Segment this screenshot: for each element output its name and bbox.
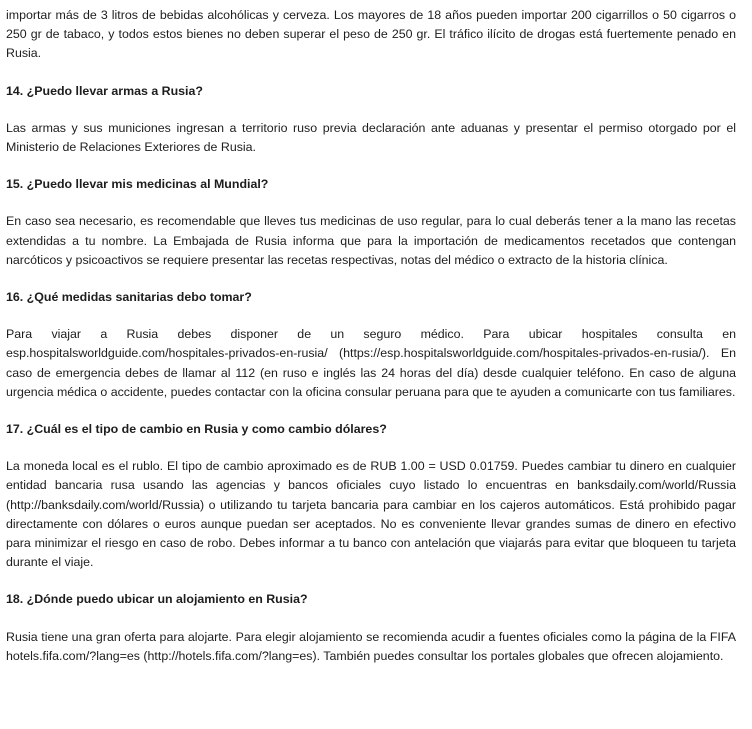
question-17-heading: 17. ¿Cuál es el tipo de cambio en Rusia y como cambio dólares? [6,422,387,437]
intro-paragraph: importar más de 3 litros de bebidas alcohólicas y cerveza. Los mayores de 18 años pueden importar 200 cigarrillos o 50 cigarros o 250 gr de tabaco, y todos estos bienes no deben superar el peso de 250 gr. El tráfico ilícito de drogas está fuertemente penado en Rusia. [6,8,736,61]
question-18-heading: 18. ¿Dónde puedo ubicar un alojamiento en Rusia? [6,592,308,607]
answer-16-paragraph: Para viajar a Rusia debes disponer de un seguro médico. Para ubicar hospitales consulta en esp.hospitalsworldguide.com/hospitales-privados-en-rusia/ (https://esp.hospitalsworldguide.com/hospitales-privados-en-rusia/). En caso de emergencia debes de llamar al 112 (en ruso e inglés las 24 horas del día) desde cualquier teléfono. En caso de alguna urgencia médica o accidente, puedes contactar con la oficina consular peruana para que te ayuden a comunicarte con tus familiares. [6,327,736,399]
question-15-heading: 15. ¿Puedo llevar mis medicinas al Mundial? [6,177,269,192]
question-16-heading: 16. ¿Qué medidas sanitarias debo tomar? [6,290,252,305]
answer-17-paragraph: La moneda local es el rublo. El tipo de cambio aproximado es de RUB 1.00 = USD 0.01759. Puedes cambiar tu dinero en cualquier entidad bancaria rusa usando las agencias y bancos oficiales cuyo listado lo encuentras en banksdaily.com/world/Russia (http://banksdaily.com/world/Russia) o utilizando tu tarjeta bancaria para cambiar en los cajeros automáticos. Está prohibido pagar directamente con dólares o euros aunque puedan ser aceptados. No es conveniente llevar grandes sumas de dinero en efectivo para minimizar el riesgo en caso de robo. Debes informar a tu banco con antelación que viajarás para evitar que bloqueen tu tarjeta durante el viaje. [6,459,736,570]
answer-18-paragraph: Rusia tiene una gran oferta para alojarte. Para elegir alojamiento se recomienda acudir a fuentes oficiales como la página de la FIFA hotels.fifa.com/?lang=es (http://hotels.fifa.com/?lang=es). También puedes consultar los portales globales que ofrecen alojamiento. [6,629,736,663]
answer-15-paragraph: En caso sea necesario, es recomendable que lleves tus medicinas de uso regular, para lo cual deberás tener a la mano las recetas extendidas a tu nombre. La Embajada de Rusia informa que para la importación de medicamentos recetados que contengan narcóticos y psicoactivos se requiere presentar las recetas respectivas, notas del médico o extracto de la historia clínica. [6,214,736,267]
document-page [6,6,736,666]
answer-14-paragraph: Las armas y sus municiones ingresan a territorio ruso previa declaración ante aduanas y presentar el permiso otorgado por el Ministerio de Relaciones Exteriores de Rusia. [6,120,736,155]
question-14-heading: 14. ¿Puedo llevar armas a Rusia? [6,83,203,98]
